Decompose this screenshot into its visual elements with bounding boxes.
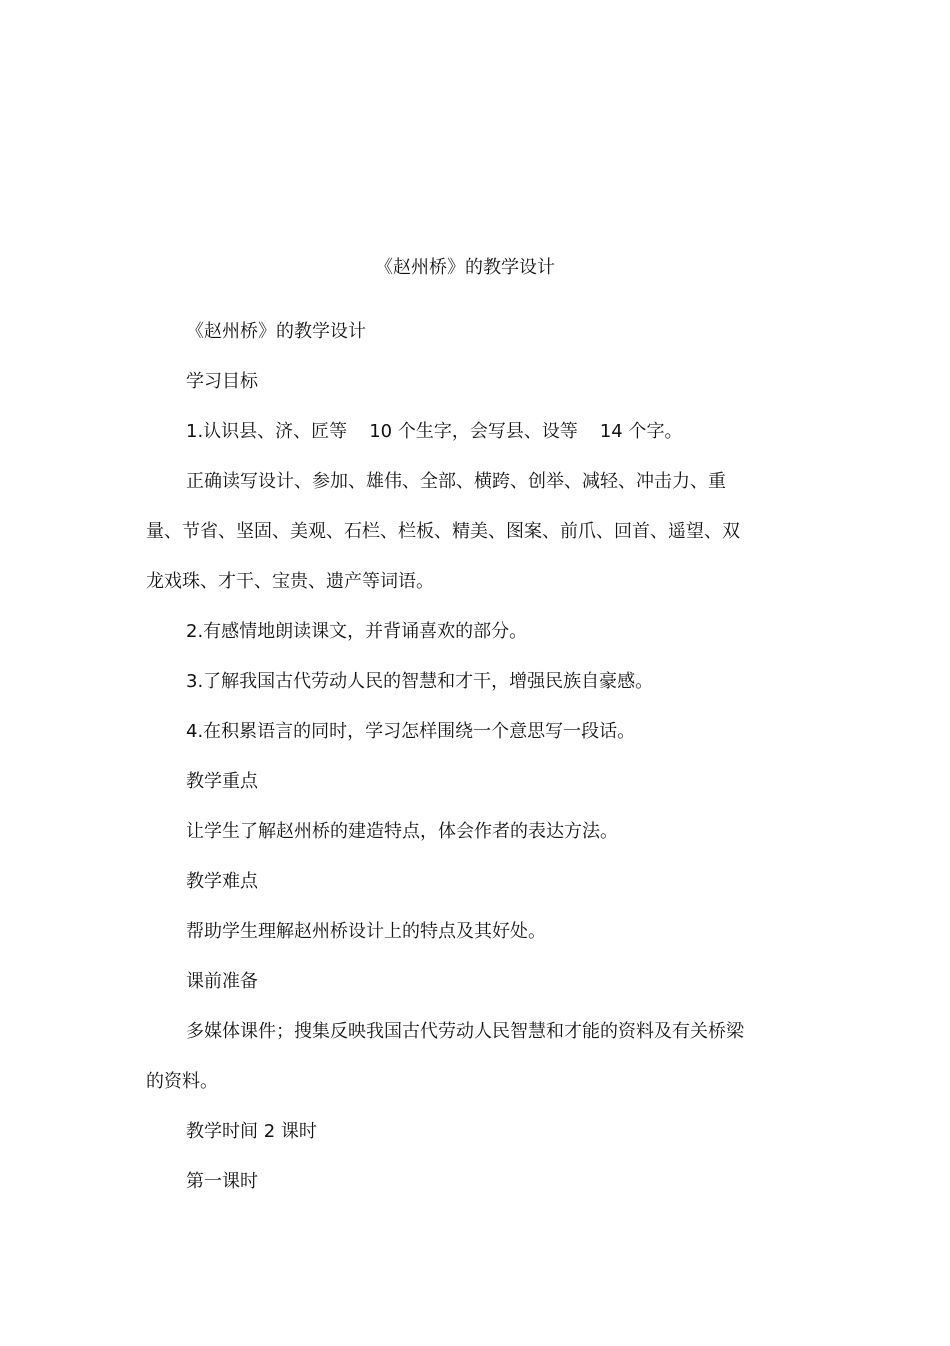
goal-1-part-b: 10 个生字，会写县、设等 — [369, 421, 578, 442]
preparation-paragraph: 多媒体课件；搜集反映我国古代劳动人民智慧和才能的资料及有关桥梁的资料。 — [146, 1021, 744, 1092]
document-title: 《赵州桥》的教学设计 — [375, 257, 555, 278]
vocabulary-paragraph: 正确读写设计、参加、雄伟、全部、横跨、创举、减轻、冲击力、重量、节省、坚固、美观、石栏、栏板、精美、图案、前爪、回首、遥望、双龙戏珠、才干、宝贵、遗产等词语。 — [146, 471, 740, 592]
heading-learning-goals: 学习目标 — [186, 371, 258, 392]
first-lesson-heading: 第一课时 — [186, 1171, 258, 1192]
subtitle: 《赵州桥》的教学设计 — [186, 321, 366, 342]
teaching-time: 教学时间 2 课时 — [186, 1121, 317, 1142]
goal-1-part-c: 14 个字。 — [599, 421, 683, 442]
goal-1-part-a: 1.认识县、济、匠等 — [186, 421, 348, 442]
goal-4: 4.在积累语言的同时，学习怎样围绕一个意思写一段话。 — [186, 721, 636, 742]
heading-preparation: 课前准备 — [186, 971, 258, 992]
goal-1 — [186, 420, 682, 444]
goal-2: 2.有感情地朗读课文，并背诵喜欢的部分。 — [186, 621, 528, 642]
heading-key-points: 教学重点 — [186, 771, 258, 792]
key-points-text: 让学生了解赵州桥的建造特点，体会作者的表达方法。 — [186, 821, 618, 842]
goal-3: 3.了解我国古代劳动人民的智慧和才干，增强民族自豪感。 — [186, 671, 654, 692]
difficulties-text: 帮助学生理解赵州桥设计上的特点及其好处。 — [186, 921, 546, 942]
heading-difficulties: 教学难点 — [186, 871, 258, 892]
